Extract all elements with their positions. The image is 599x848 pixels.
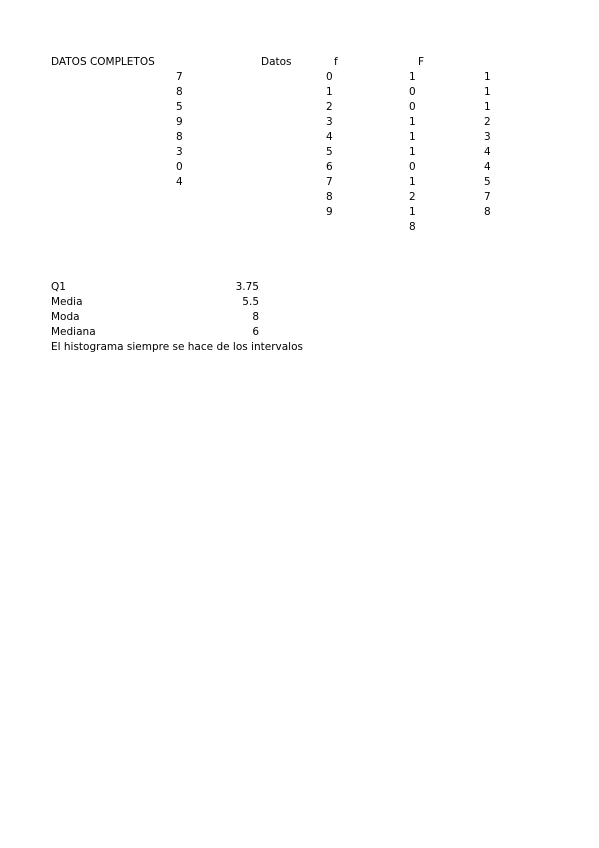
stat-value: 6	[252, 326, 259, 338]
F-cell: 3	[484, 131, 491, 143]
histogram-note: El histograma siempre se hace de los intervalos	[51, 341, 303, 353]
datos-completos-cell: 0	[176, 161, 183, 173]
datos-cell: 3	[326, 116, 333, 128]
datos-completos-cell: 8	[176, 131, 183, 143]
header-datos-completos: DATOS COMPLETOS	[51, 56, 155, 68]
f-total: 8	[409, 221, 416, 233]
datos-cell: 6	[326, 161, 333, 173]
F-cell: 1	[484, 86, 491, 98]
stat-label: Media	[51, 296, 83, 308]
F-cell: 8	[484, 206, 491, 218]
datos-cell: 2	[326, 101, 333, 113]
stat-label: Q1	[51, 281, 66, 293]
stat-value: 3.75	[235, 281, 259, 293]
f-cell: 1	[409, 146, 416, 158]
datos-completos-cell: 8	[176, 86, 183, 98]
header-F: F	[418, 56, 425, 68]
datos-completos-cell: 5	[176, 101, 183, 113]
F-cell: 7	[484, 191, 491, 203]
f-cell: 1	[409, 131, 416, 143]
f-cell: 2	[409, 191, 416, 203]
datos-cell: 1	[326, 86, 333, 98]
f-cell: 1	[409, 206, 416, 218]
stat-value: 5.5	[242, 296, 259, 308]
datos-cell: 7	[326, 176, 333, 188]
F-cell: 4	[484, 146, 491, 158]
f-cell: 1	[409, 116, 416, 128]
datos-cell: 8	[326, 191, 333, 203]
datos-cell: 4	[326, 131, 333, 143]
stat-value: 8	[252, 311, 259, 323]
f-cell: 1	[409, 176, 416, 188]
F-cell: 5	[484, 176, 491, 188]
header-f: f	[334, 56, 338, 68]
F-cell: 4	[484, 161, 491, 173]
f-cell: 0	[409, 101, 416, 113]
f-cell: 0	[409, 86, 416, 98]
datos-cell: 0	[326, 71, 333, 83]
datos-cell: 9	[326, 206, 333, 218]
F-cell: 1	[484, 101, 491, 113]
f-cell: 1	[409, 71, 416, 83]
stat-label: Mediana	[51, 326, 96, 338]
header-datos: Datos	[261, 56, 292, 68]
datos-completos-cell: 9	[176, 116, 183, 128]
F-cell: 2	[484, 116, 491, 128]
f-cell: 0	[409, 161, 416, 173]
datos-cell: 5	[326, 146, 333, 158]
datos-completos-cell: 7	[176, 71, 183, 83]
datos-completos-cell: 4	[176, 176, 183, 188]
datos-completos-cell: 3	[176, 146, 183, 158]
stat-label: Moda	[51, 311, 80, 323]
F-cell: 1	[484, 71, 491, 83]
